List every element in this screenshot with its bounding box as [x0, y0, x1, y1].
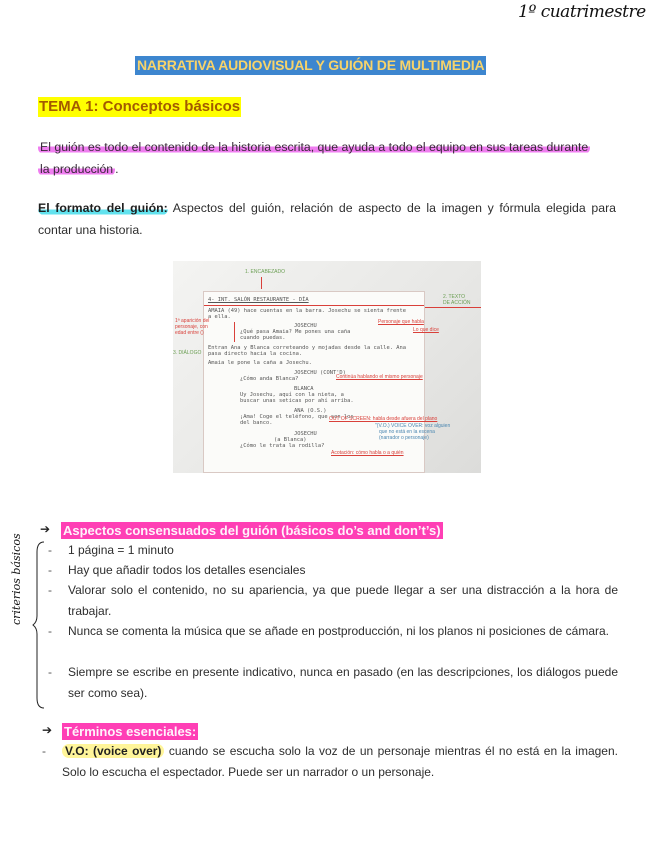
- dash-bullet: -: [48, 665, 52, 679]
- underline-texto-accion: [425, 307, 481, 308]
- list-item-text: Valorar solo el contenido, no su apariencia, ya que puede llegar a ser una distracción a la hora de trabajar.: [68, 583, 618, 618]
- list-item-text: Siempre se escribe en presente indicativo, nunca en pasado (en las descripciones, los diálogos puede ser como sea).: [68, 665, 618, 700]
- handwritten-semester-note: 1º cuatrimestre: [518, 2, 646, 22]
- annotation-primera-aparicion: 1ª aparición del: [175, 318, 210, 324]
- terminos-heading: Términos esenciales:: [64, 724, 197, 739]
- arrow-bullet-icon: ➔: [42, 723, 53, 737]
- script-dialogue: Uy Josechu, aquí con la nieta, a: [240, 392, 344, 398]
- guion-definition: [38, 136, 616, 180]
- annotation-texto-accion-2: DE ACCIÓN: [443, 300, 471, 306]
- script-dialogue: ¡Ama! Coge el teléfono, que son los: [240, 414, 354, 420]
- script-line: Entran Ana y Blanca correteando y mojadas desde la calle. Ana: [208, 345, 406, 351]
- definition-period: .: [115, 162, 119, 176]
- script-dialogue: del banco.: [240, 420, 273, 426]
- script-line: a ella.: [208, 314, 231, 320]
- annotation-primera-aparicion: personaje, con: [175, 324, 208, 330]
- script-dialogue: buscar unas seticas por ahí arriba.: [240, 398, 354, 404]
- list-item-text: [62, 741, 618, 782]
- annotation-continua: Continúa hablando el mismo personaje: [336, 374, 423, 380]
- dash-bullet: -: [48, 543, 52, 557]
- annotation-personaje-habla: Personaje que habla: [378, 319, 424, 325]
- script-dialogue: cuando puedas.: [240, 335, 286, 341]
- list-item-text: 1 página = 1 minuto: [68, 543, 174, 557]
- script-line: Amaia le pone la caña a Josechu.: [208, 360, 312, 366]
- script-character: BLANCA: [294, 386, 314, 392]
- script-dialogue: ¿Qué pasa Amaia? Me pones una caña: [240, 329, 351, 335]
- list-item: [48, 560, 618, 581]
- handwritten-side-note: criterios básicos: [10, 533, 23, 625]
- script-character: JOSECHU: [294, 323, 317, 329]
- highlighted-definition-line1: El guión es todo el contenido de la historia escrita, que ayuda a todo el equipo en sus tareas durante: [40, 140, 589, 154]
- script-line: AMAIA (49) hace cuentas en la barra. Josechu se sienta frente: [208, 308, 406, 314]
- formato-text: Aspectos del guión, relación de aspecto de la imagen y fórmula elegida para contar una historia.: [38, 201, 616, 237]
- script-scene-heading: 4- INT. SALÓN RESTAURANTE - DÍA: [208, 297, 309, 303]
- annotation-voice-over: que no está en la escena: [379, 429, 435, 435]
- script-line: pasa directo hacia la cocina.: [208, 351, 303, 357]
- heading-underline: [204, 305, 424, 306]
- document-title: NARRATIVA AUDIOVISUAL Y GUIÓN DE MULTIMEDIA: [137, 57, 485, 73]
- formato-label: El formato del guión:: [38, 201, 168, 215]
- annotation-encabezado: 1. ENCABEZADO: [245, 269, 286, 275]
- aspectos-heading: Aspectos consensuados del guión (básicos do’s and don’t’s): [63, 523, 441, 538]
- annotation-primera-aparicion: edad entre (): [175, 330, 204, 336]
- annotation-acotacion: Acotación: cómo habla o a quién: [331, 450, 404, 456]
- annotation-lo-que-dice: Lo que dice: [413, 327, 439, 333]
- script-format-image: [173, 261, 481, 473]
- dash-bullet: -: [48, 624, 52, 638]
- annotation-dialogo: 3. DIÁLOGO: [173, 350, 202, 356]
- dash-bullet: -: [48, 583, 52, 597]
- script-character: JOSECHU (CONT'D): [294, 370, 346, 376]
- list-item: [48, 540, 618, 561]
- list-item: [48, 580, 618, 621]
- arrow-encabezado: [261, 277, 262, 289]
- script-dialogue: ¿Cómo le trata la rodilla?: [240, 443, 325, 449]
- highlighted-definition-line2: la producción: [40, 162, 114, 176]
- script-character: ANA (O.S.): [294, 408, 327, 414]
- list-item: [42, 741, 618, 782]
- term-definition: cuando se escucha solo la voz de un personaje mientras él no está en la imagen. Solo lo escucha el espectador. Puede ser un narrador o un personaje.: [62, 744, 618, 779]
- dash-bullet: -: [42, 744, 46, 758]
- list-item-text: Nunca se comenta la música que se añade en postproducción, ni los planos ni posiciones de cámara.: [68, 624, 609, 638]
- script-parenthetical: (a Blanca): [274, 437, 307, 443]
- tema-heading: TEMA 1: Conceptos básicos: [39, 98, 241, 115]
- annotation-out-of-screen: OUT OF SCREEN: habla desde afuera del plano: [329, 416, 438, 422]
- annotation-texto-accion-1: 2. TEXTO: [443, 294, 466, 300]
- script-dialogue: ¿Cómo anda Blanca?: [240, 376, 299, 382]
- arrow-bullet-icon: ➔: [40, 522, 51, 536]
- formato-paragraph: [38, 197, 616, 241]
- curly-brace-icon: [32, 540, 46, 710]
- list-item-text: Hay que añadir todos los detalles esenciales: [68, 563, 306, 577]
- list-item: [48, 621, 618, 642]
- annotation-voice-over: "(V.O.) VOICE OVER: voz alguien: [375, 423, 451, 429]
- annotation-voice-over: (narrador o personaje): [379, 435, 429, 441]
- script-character: JOSECHU: [294, 431, 317, 437]
- list-item: [48, 662, 618, 703]
- term-highlight: V.O: (voice over): [62, 744, 164, 758]
- dialogue-bracket: [234, 322, 235, 342]
- dash-bullet: -: [48, 563, 52, 577]
